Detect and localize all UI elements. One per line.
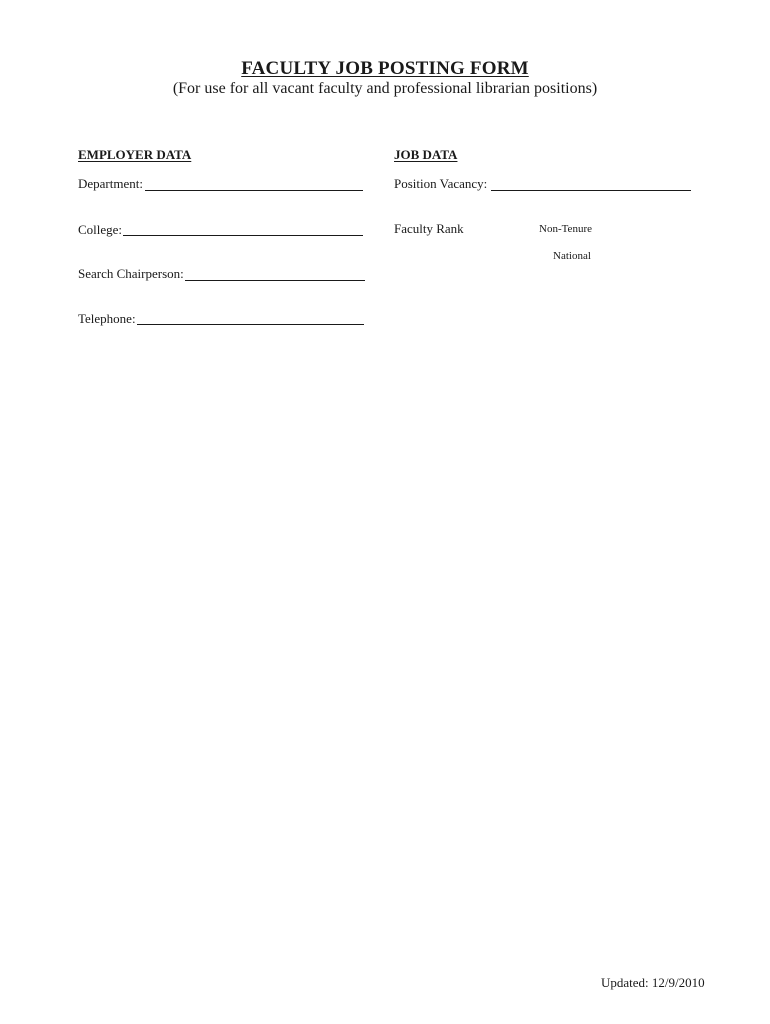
- position-vacancy-label: Position Vacancy:: [394, 176, 488, 191]
- department-label: Department:: [78, 176, 143, 191]
- telephone-label: Telephone:: [78, 311, 136, 326]
- employer-data-heading: EMPLOYER DATA: [78, 147, 192, 162]
- updated-date: Updated: 12/9/2010: [601, 975, 705, 990]
- telephone-field[interactable]: [137, 324, 364, 325]
- faculty-rank-label: Faculty Rank: [394, 221, 464, 236]
- page-title: FACULTY JOB POSTING FORM: [241, 58, 529, 79]
- job-data-heading: JOB DATA: [394, 147, 458, 162]
- search-chairperson-field[interactable]: [185, 280, 365, 281]
- position-vacancy-field[interactable]: [491, 190, 691, 191]
- department-field[interactable]: [145, 190, 363, 191]
- college-field[interactable]: [123, 235, 363, 236]
- page-subtitle: (For use for all vacant faculty and professional librarian positions): [172, 80, 598, 97]
- search-chairperson-label: Search Chairperson:: [78, 266, 184, 281]
- college-label: College:: [78, 222, 123, 237]
- faculty-rank-option-national[interactable]: National: [553, 250, 591, 262]
- faculty-rank-option-non-tenure[interactable]: Non-Tenure: [539, 223, 592, 235]
